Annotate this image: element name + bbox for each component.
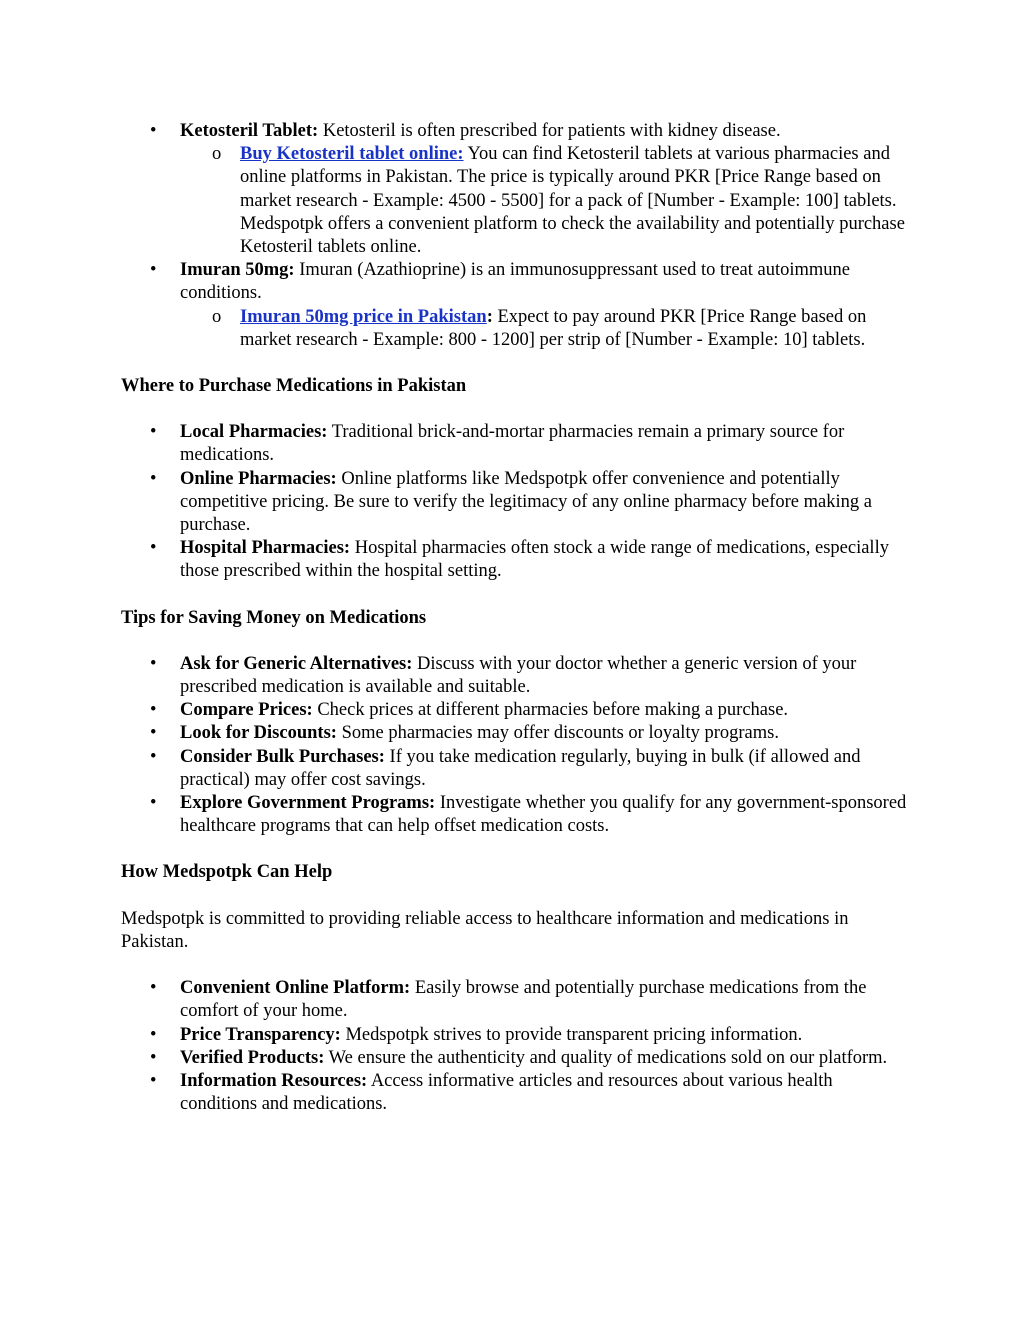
item-text: Access informative articles and resources about various health conditions and medications.	[180, 1070, 833, 1115]
item-term: Ketosteril Tablet:	[180, 121, 319, 141]
item-text: Some pharmacies may offer discounts or loyalty programs.	[336, 723, 779, 744]
sub-item-text: Expect to pay around PKR [Price Range based on market research - Example: 800 - 1200] per strip of [Number - Example: 10] tablets.	[240, 306, 867, 350]
list-item	[121, 421, 911, 467]
item-text: Online platforms like Medspotpk offer convenience and potentially competitive pricing. Be sure to verify the legitimacy of any online pharmacy before making a purchase.	[180, 468, 872, 536]
item-term: Verified Products:	[180, 1047, 325, 1068]
list-item	[121, 977, 911, 1023]
section-heading-tips: Tips for Saving Money on Medications	[121, 607, 427, 628]
list-item	[121, 1070, 911, 1116]
item-term: Imuran 50mg:	[180, 260, 295, 281]
item-term: Explore Government Programs:	[180, 793, 436, 814]
sub-list-item	[180, 143, 911, 259]
item-term: Price Transparency:	[180, 1024, 341, 1045]
list-item	[121, 468, 911, 538]
list-item	[121, 537, 911, 583]
item-term: Look for Discounts:	[180, 723, 337, 744]
item-term: Online Pharmacies:	[180, 468, 337, 489]
item-text: Check prices at different pharmacies before making a purchase.	[312, 700, 789, 721]
item-text: Traditional brick-and-mortar pharmacies remain a primary source for medications.	[180, 422, 845, 466]
item-text: Hospital pharmacies often stock a wide range of medications, especially those prescribed within the hospital setting.	[180, 538, 889, 582]
item-text: Ketosteril is often prescribed for patients with kidney disease.	[318, 121, 781, 141]
list-item	[121, 722, 911, 745]
item-term: Convenient Online Platform:	[180, 978, 411, 999]
item-text: Medspotpk strives to provide transparent pricing information.	[340, 1024, 803, 1045]
item-text: Investigate whether you qualify for any government-sponsored healthcare programs that can help offset medication costs.	[180, 793, 907, 837]
medication-list	[121, 120, 911, 352]
list-item	[121, 1024, 911, 1047]
help-paragraph: Medspotpk is committed to providing reliable access to healthcare information and medications in Pakistan.	[121, 908, 849, 952]
list-item	[121, 792, 911, 838]
item-text: If you take medication regularly, buying in bulk (if allowed and practical) may offer cost savings.	[180, 746, 861, 790]
item-text: Discuss with your doctor whether a generic version of your prescribed medication is available and suitable.	[180, 653, 857, 698]
purchase-list	[121, 421, 911, 583]
document-page	[121, 120, 911, 1116]
item-text: Imuran (Azathioprine) is an immunosuppressant used to treat autoimmune conditions.	[180, 260, 850, 304]
list-item	[121, 699, 911, 722]
list-item	[121, 746, 911, 792]
list-item	[121, 120, 911, 259]
item-term: Ask for Generic Alternatives:	[180, 653, 413, 674]
item-term: Consider Bulk Purchases:	[180, 746, 385, 767]
help-list	[121, 977, 911, 1116]
item-term: Local Pharmacies:	[180, 422, 328, 443]
tips-list	[121, 653, 911, 839]
imuran-price-link[interactable]: Imuran 50mg price in Pakistan	[240, 306, 487, 327]
item-text: We ensure the authenticity and quality of medications sold on our platform.	[324, 1047, 888, 1068]
buy-ketosteril-link[interactable]: Buy Ketosteril tablet online:	[240, 144, 464, 165]
list-item	[121, 259, 911, 352]
section-heading-purchase: Where to Purchase Medications in Pakistan	[121, 376, 467, 397]
link-suffix: :	[486, 306, 493, 327]
sub-list	[180, 143, 911, 259]
item-term: Information Resources:	[180, 1070, 368, 1091]
item-term: Hospital Pharmacies:	[180, 538, 351, 559]
sub-list	[180, 306, 911, 352]
list-item	[121, 653, 911, 699]
section-heading-help: How Medspotpk Can Help	[121, 862, 333, 883]
item-text: Easily browse and potentially purchase medications from the comfort of your home.	[180, 978, 867, 1022]
sub-item-text: You can find Ketosteril tablets at various pharmacies and online platforms in Pakistan. The price is typically around PKR [Price Range based on market research - Example: 4500 - 5500] for a pack of [Number - Example: 100] tablets. Medspotpk offers a convenient platform to check the availability and potentially purchase Ketosteril tablets online.	[240, 144, 905, 258]
list-item	[121, 1047, 911, 1070]
item-term: Compare Prices:	[180, 700, 313, 721]
sub-list-item	[180, 306, 911, 352]
